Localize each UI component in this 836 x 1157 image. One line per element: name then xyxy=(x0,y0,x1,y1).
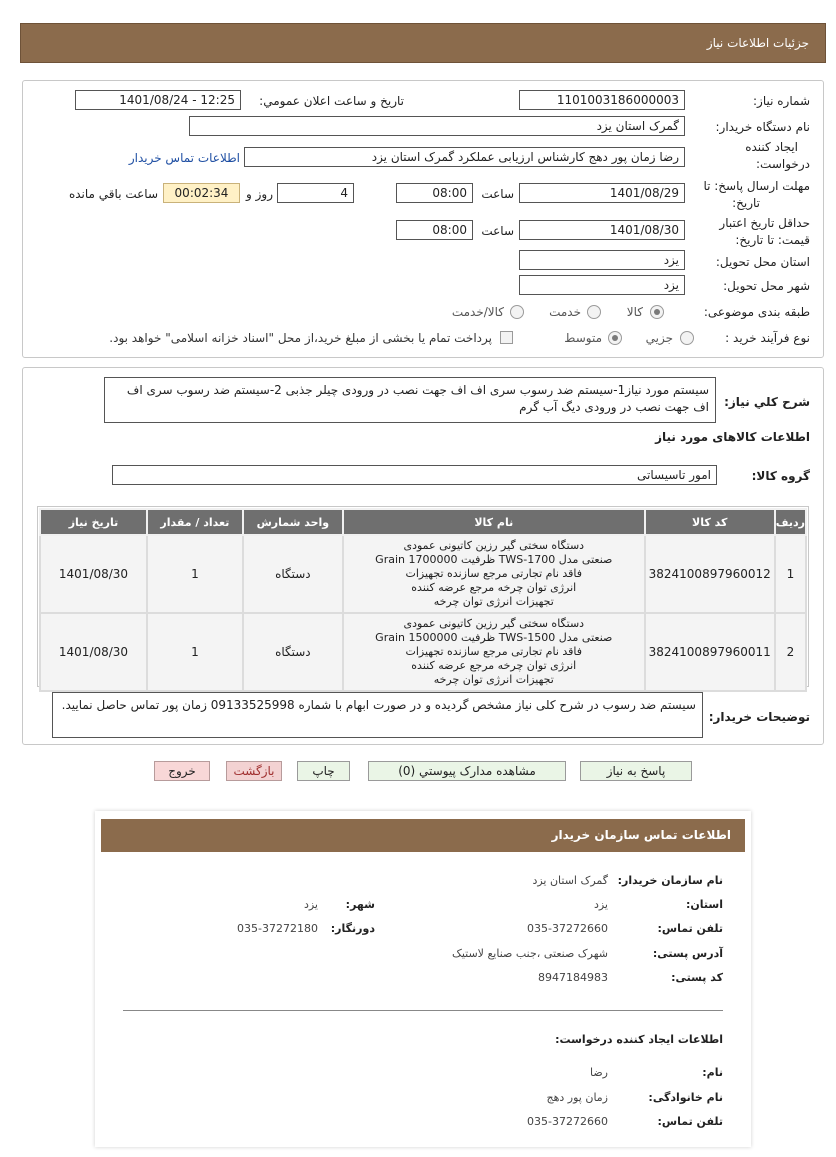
summary-label: شرح کلي نياز: xyxy=(724,395,810,409)
contact-province-label: استان: xyxy=(686,898,723,911)
item-name-line: فاقد نام تجارتی مرجع سازنده تجهیزات xyxy=(405,645,583,658)
contact-postal-label: کد پستی: xyxy=(671,971,723,984)
item-date: 1401/08/30 xyxy=(40,535,147,613)
page-title: جزئیات اطلاعات نیاز xyxy=(706,36,809,50)
table-row xyxy=(40,535,806,613)
goods-info-title: اطلاعات کالاهای مورد نياز xyxy=(655,430,810,444)
reply-time-word: ساعت xyxy=(481,187,514,201)
table-row xyxy=(40,613,806,691)
item-name-line: انرژی توان چرخه مرجع عرضه کننده xyxy=(411,659,577,672)
category-radio-service[interactable] xyxy=(587,305,601,319)
item-name-line: فاقد نام تجارتی مرجع سازنده تجهیزات xyxy=(405,567,583,580)
validity-time-field: 08:00 xyxy=(396,220,473,240)
process-option-medium: متوسط xyxy=(564,331,602,345)
validity-date-field: 1401/08/30 xyxy=(519,220,685,240)
item-name-line: دستگاه سختی گیر رزین کاتیونی عمودی xyxy=(403,617,585,630)
item-name-line: صنعتی مدل TWS-1700 ظرفیت 1700000 Grain xyxy=(375,553,613,566)
contact-org-value: گمرک استان یزد xyxy=(532,874,608,887)
col-date: تاریخ نیاز xyxy=(40,509,147,535)
col-unit: واحد شمارش xyxy=(243,509,343,535)
category-radio-goods-service[interactable] xyxy=(510,305,524,319)
creator-name-value: رضا xyxy=(589,1066,608,1079)
col-code: کد کالا xyxy=(645,509,775,535)
item-name-line: صنعتی مدل TWS-1500 ظرفیت 1500000 Grain xyxy=(375,631,613,644)
contact-fax-value: 035-37272180 xyxy=(237,922,318,935)
validity-label-1: حداقل تاریخ اعتبار xyxy=(719,216,810,230)
buyer-notes-label: توضیحات خریدار: xyxy=(708,710,810,724)
creator-family-label: نام خانوادگی: xyxy=(648,1091,723,1104)
creator-phone-label: تلفن تماس: xyxy=(657,1115,723,1128)
attachments-button[interactable]: مشاهده مدارک پیوستي (0) xyxy=(368,761,566,781)
reply-date-field: 1401/08/29 xyxy=(519,183,685,203)
creator-name-label: نام: xyxy=(702,1066,723,1079)
province-field: يزد xyxy=(519,250,685,270)
creator-info-title: اطلاعات ایجاد کننده درخواست: xyxy=(555,1033,723,1046)
province-label: استان محل تحویل: xyxy=(715,255,810,269)
contact-phone-value: 035-37272660 xyxy=(527,922,608,935)
goods-group-label: گروه کالا: xyxy=(751,469,810,483)
items-table-header xyxy=(40,509,806,535)
item-date: 1401/08/30 xyxy=(40,613,147,691)
row-number: 2 xyxy=(775,613,806,691)
validity-time-word: ساعت xyxy=(481,224,514,238)
process-option-minor: جزيي xyxy=(645,331,673,345)
item-name-line: انرژی توان چرخه مرجع عرضه کننده xyxy=(411,581,577,594)
creator-label-2: درخواست: xyxy=(756,157,810,171)
item-qty: 1 xyxy=(147,535,243,613)
buyer-org-field: گمرک استان يزد xyxy=(189,116,685,136)
reply-time-field: 08:00 xyxy=(396,183,473,203)
contact-org-label: نام سازمان خریدار: xyxy=(617,874,723,887)
creator-label-1: ایجاد کننده xyxy=(745,140,798,154)
process-radio-minor[interactable] xyxy=(680,331,694,345)
print-button[interactable]: چاپ xyxy=(297,761,350,781)
item-code: 3824100897960011 xyxy=(645,613,775,691)
treasury-payment-note: پرداخت تمام یا بخشی از مبلغ خرید،از محل "اسناد خزانه اسلامی" خواهد بود. xyxy=(109,331,492,345)
contact-address-value: شهرک صنعتی ،جنب صنایع لاستیک xyxy=(451,947,608,960)
remaining-timer: 00:02:34 xyxy=(163,183,240,203)
category-option-goods-service: کالا/خدمت xyxy=(451,305,504,319)
process-label: نوع فرآیند خرید : xyxy=(725,331,810,345)
item-qty: 1 xyxy=(147,613,243,691)
category-radio-goods[interactable] xyxy=(650,305,664,319)
days-field: 4 xyxy=(277,183,354,203)
creator-family-value: زمان پور دهج xyxy=(546,1091,608,1104)
contact-province-value: یزد xyxy=(593,898,608,911)
need-number-label: شماره نیاز: xyxy=(753,94,810,108)
contact-phone-label: تلفن تماس: xyxy=(657,922,723,935)
contact-postal-value: 8947184983 xyxy=(538,971,608,984)
goods-group-field: امور تاسیساتی xyxy=(112,465,717,485)
contact-city-value: یزد xyxy=(303,898,318,911)
contact-city-label: شهر: xyxy=(345,898,375,911)
buyer-notes-text: سیستم ضد رسوب در شرح کلی نیاز مشخص گردیده و در صورت ابهام با شماره 09133525998 زمان پور تماس حاصل نمایید. xyxy=(52,692,703,738)
remaining-word: ساعت باقي مانده xyxy=(68,187,158,201)
validity-label-2: قیمت: تا تاریخ: xyxy=(735,233,810,247)
item-name xyxy=(343,613,645,691)
creator-phone-value: 035-37272660 xyxy=(527,1115,608,1128)
col-qty: تعداد / مقدار xyxy=(147,509,243,535)
exit-button[interactable]: خروج xyxy=(154,761,210,781)
category-label: طبقه بندی موضوعی: xyxy=(703,305,810,319)
city-label: شهر محل تحویل: xyxy=(723,279,810,293)
page-header xyxy=(20,23,826,63)
city-field: يزد xyxy=(519,275,685,295)
contact-divider xyxy=(123,1010,723,1011)
creator-field: رضا زمان پور دهج کارشناس ارزيابی عملکرد گمرک استان يزد xyxy=(244,147,685,167)
items-table xyxy=(39,508,807,692)
contact-panel-title: اطلاعات تماس سازمان خریدار xyxy=(101,819,745,852)
buyer-contact-link[interactable]: اطلاعات تماس خریدار xyxy=(128,151,240,165)
need-number-field: 1101003186000003 xyxy=(519,90,685,110)
process-radio-medium[interactable] xyxy=(608,331,622,345)
announce-label: تاریخ و ساعت اعلان عمومي: xyxy=(259,94,404,108)
row-number: 1 xyxy=(775,535,806,613)
item-name-line: تجهیزات انرژی توان چرخه xyxy=(433,673,554,686)
col-name: نام کالا xyxy=(343,509,645,535)
item-code: 3824100897960012 xyxy=(645,535,775,613)
item-name xyxy=(343,535,645,613)
buyer-contact-panel xyxy=(95,811,751,1147)
category-option-goods: کالا xyxy=(626,305,643,319)
back-button[interactable]: بازگشت xyxy=(226,761,282,781)
item-unit: دستگاه xyxy=(243,613,343,691)
reply-deadline-label-1: مهلت ارسال پاسخ: تا xyxy=(703,179,810,193)
reply-button[interactable]: پاسخ به نياز xyxy=(580,761,692,781)
contact-address-label: آدرس پستی: xyxy=(652,947,723,960)
buyer-org-label: نام دستگاه خريدار: xyxy=(715,120,810,134)
item-name-line: تجهیزات انرژی توان چرخه xyxy=(433,595,554,608)
contact-fax-label: دورنگار: xyxy=(330,922,375,935)
item-name-line: دستگاه سختی گیر رزین کاتیونی عمودی xyxy=(403,539,585,552)
announce-field: 1401/08/24 - 12:25 xyxy=(75,90,241,110)
reply-deadline-label-2: تاریخ: xyxy=(732,196,760,210)
col-row: رديف xyxy=(775,509,806,535)
category-option-service: خدمت xyxy=(549,305,581,319)
item-unit: دستگاه xyxy=(243,535,343,613)
days-word: روز و xyxy=(246,187,273,201)
summary-text: سیستم مورد نیاز1-سیستم ضد رسوب سری اف اف جهت نصب در ورودی چیلر جذبی 2-سیستم ضد رسوب سری اف اف جهت نصب در ورودی دیگ آب گرم xyxy=(104,377,716,423)
treasury-payment-checkbox[interactable] xyxy=(500,331,513,344)
